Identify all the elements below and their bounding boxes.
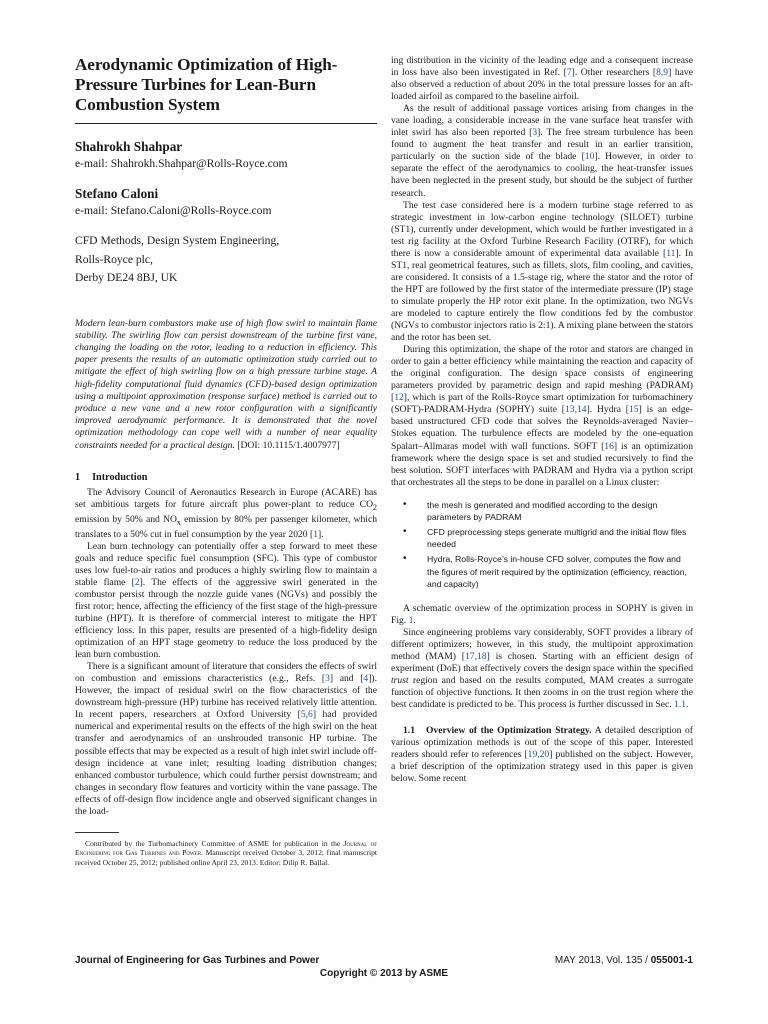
text-span: ] published on the subject. However, a brief description of the optimization strategy used in this paper is given below. Some recent bbox=[391, 749, 693, 785]
author-email-2[interactable]: e-mail: Stefano.Caloni@Rolls-Royce.com bbox=[75, 204, 272, 217]
abstract bbox=[75, 318, 377, 452]
citation-link[interactable]: 19,20 bbox=[527, 749, 550, 761]
text-span: ]. In ST1, real geometrical features, such as fillets, slots, film cooling, and cavities, are considered. It consists of a 1.5-stage rig, where the stator and the rotor of the HPT are followed by the first stator of the intermediate pressure (IP) stage to simulate properly the HP rotor exit plane. In the optimization, two NGVs are modeled to capture entirely the flow conditions fed by the combustor (NGVs to combustor injectors ratio is 2:1). A mixing plane between the stators and the rotor has been set. bbox=[391, 247, 693, 344]
text-span: Since engineering problems vary considerably, SOFT provides a library of different optimizers; however, in this study, the multipoint approximation method (MAM) [ bbox=[391, 626, 693, 663]
citation-link[interactable]: 17,18 bbox=[464, 651, 487, 663]
text-span: The Advisory Council of Aeronautics Research in Europe (ACARE) has set ambitious targets for future aircraft plus power-plant to reduce CO bbox=[75, 486, 377, 510]
text-span: As the result of additional passage vortices arising from changes in the vane loading, a considerable increase in the vane surface heat transfer with inlet swirl has also been reported [ bbox=[391, 103, 693, 139]
intro-paragraph-2 bbox=[75, 541, 377, 661]
text-span: emission by 80% per passenger kilometer, which translates to a 50% cut in fuel consumption by the year 2020 [ bbox=[75, 513, 377, 540]
subsection-title: Overview of the Optimization Strategy. bbox=[425, 725, 592, 737]
doi-link[interactable]: [DOI: 10.1115/1.4007977] bbox=[237, 439, 340, 451]
citation-link[interactable]: 5,6 bbox=[300, 709, 313, 721]
right-paragraph-2 bbox=[391, 103, 693, 199]
citation-link[interactable]: 15 bbox=[629, 404, 639, 416]
text-span: . bbox=[686, 699, 689, 711]
right-column bbox=[391, 55, 693, 786]
citation-link[interactable]: 13,14 bbox=[565, 404, 587, 416]
author-name-1: Shahrokh Shahpar bbox=[75, 139, 183, 154]
subsection-number: 1.1 bbox=[403, 725, 415, 737]
affiliation-line-3: Derby DE24 8BJ, UK bbox=[75, 271, 178, 284]
text-span: . bbox=[413, 614, 416, 626]
figure-link[interactable]: 1 bbox=[408, 614, 414, 626]
paper-title: Aerodynamic Optimization of High-Pressure Turbines for Lean-Burn Combustion System bbox=[75, 55, 338, 114]
text-span: During this optimization, the shape of the rotor and stators are changed in order to gain a better efficiency while maintaining the reaction and capacity of the original configuration. The design space consists of engineering parameters provided by parametric design and rapid meshing (PADRAM) [ bbox=[391, 344, 693, 404]
list-item: • Hydra, Rolls-Royce’s in-house CFD solver, computes the flow and the figures of merit required by the optimization (efficiency, reaction, and capacity) bbox=[427, 553, 693, 591]
intro-paragraph-3 bbox=[75, 661, 377, 818]
section-number: 1 bbox=[75, 471, 81, 483]
right-paragraph-4 bbox=[391, 344, 693, 489]
right-paragraph-5 bbox=[391, 603, 693, 627]
citation-link[interactable]: 10 bbox=[584, 151, 595, 163]
journal-name-footer: Journal of Engineering for Gas Turbines and Power bbox=[75, 955, 320, 966]
text-span: ] is chosen. Starting with an efficient design of experiment (DoE) that effectively covers the design space within the specified bbox=[391, 651, 693, 675]
text-span: . Manuscript received October 3, 2012; final manuscript received October 25, 2012; published online April 23, 2013. Editor: Dilip R. Ballal. bbox=[75, 848, 377, 867]
right-paragraph-6 bbox=[391, 627, 693, 711]
citation-link[interactable]: 11 bbox=[666, 247, 676, 259]
section-title: Introduction bbox=[92, 471, 148, 483]
section-heading-introduction bbox=[75, 472, 377, 483]
emphasis: trust bbox=[391, 675, 409, 687]
text-span: ing distribution in the vicinity of the leading edge and a consequent increase in loss have also been investigated in Ref. [ bbox=[391, 55, 693, 79]
title-divider bbox=[75, 123, 377, 124]
text-span: ] is an optimization framework where the design space is set and studied recursively to find the best solution. SOFT interfaces with PADRAM and Hydra via a python script that orchestrates all the steps to be done in parallel on a Linux cluster: bbox=[391, 440, 693, 488]
text-span: There is a significant amount of literature that considers the effects of swirl on combustion and emissions characteristics (e.g., Refs. [ bbox=[75, 661, 377, 685]
citation-link[interactable]: 7 bbox=[566, 67, 572, 79]
citation-link[interactable]: 12 bbox=[394, 392, 404, 404]
text-span: ]. Hydra [ bbox=[586, 404, 629, 416]
text-span: Contributed by the Turbomachinery Committee of ASME for publication in the bbox=[85, 838, 344, 848]
subscript: 2 bbox=[373, 502, 377, 512]
citation-link[interactable]: 4 bbox=[363, 673, 369, 685]
affiliation-line-1: CFD Methods, Design System Engineering, bbox=[75, 234, 280, 247]
article-number: 055001-1 bbox=[650, 955, 693, 966]
citation-link[interactable]: 3 bbox=[532, 127, 538, 139]
text-span: ] have also observed a reduction of about 20% in the total pressure losses for an aft-loaded airfoil as compared to the baseline airfoil. bbox=[391, 67, 693, 103]
page-footer bbox=[75, 955, 693, 985]
text-span: Lean burn technology can potentially offer a step forward to meet these goals and reduce specific fuel consumption (SFC). This type of combustor uses low fuel-to-air ratios and produces a highly swirling flow to maintain a stable flame [ bbox=[75, 540, 377, 588]
right-paragraph-3 bbox=[391, 200, 693, 345]
text-span: ] is an edge-based unstructured CFD code that solves the Reynolds-averaged Navier–Stokes equation. The turbulence effects are modeled by the one-equation Spalart–Allmaras model with wall functions. SOFT [ bbox=[391, 404, 693, 452]
affiliation-line-2: Rolls-Royce plc, bbox=[75, 252, 153, 266]
citation-link[interactable]: 8,9 bbox=[656, 67, 669, 79]
text-span: emission by 50% and NO bbox=[75, 513, 177, 525]
text-span: ] had provided numerical and experimental results on the effects of the high swirl on the heat transfer and aerodynamics of an unshrouded transonic HP turbine. The possible effects that may be expected as a result of high inlet swirl include off-design incidence at vane inlet; resulting loading distribution changes; enhanced combustor turbulence, which could further persist downstream; and changes in secondary flow features and vorticity within the vane passage. The effects of off-design flow incidence angle and observed significant changes in the load- bbox=[75, 709, 377, 817]
footnote-divider bbox=[75, 832, 119, 833]
process-step-list bbox=[391, 499, 693, 591]
issue-text: MAY 2013, Vol. 135 / bbox=[554, 955, 651, 966]
citation-link[interactable]: 2 bbox=[134, 576, 140, 588]
text-span: ]. bbox=[317, 528, 324, 540]
abstract-text: Modern lean-burn combustors make use of high flow swirl to maintain flame stability. The swirling flow can persist downstream of the turbine first vane, changing the loading on the rotor, leading to a reduction in efficiency. This paper presents the results of an automatic optimization study carried out to mitigate the effect of high swirling flow on a high pressure turbine stage. A high-fidelity computational fluid dynamics (CFD)-based design optimization using a multipoint approximation (response surface) method is carried out to produce a new vane and a new rotor configuration with a significantly improved aerodynamic performance. It is demonstrated that the novel optimization methodology can cope well with a number of near equality constraints needed for a practical design. bbox=[75, 317, 377, 451]
intro-paragraph-1 bbox=[75, 487, 377, 541]
subscript: x bbox=[176, 517, 181, 527]
citation-link[interactable]: 16 bbox=[604, 440, 614, 452]
left-column bbox=[75, 55, 377, 868]
text-span: ], which is part of the Rolls-Royce smart optimization for turbomachinery (SOFT)-PADRAM-Hydra (SOPHY) suite [ bbox=[391, 392, 693, 416]
text-span: A detailed description of various optimization methods is out of the scope of this paper. Interested readers should refer to references [ bbox=[391, 725, 693, 761]
text-span: ]. The effects of the aggressive swirl generated in the combustor persist through the nozzle guide vanes (NGVs) and possibly the first rotor; hence, affecting the efficiency of the first stage of the high-pressure turbine (HPT). It is therefore of commercial interest to mitigate the HPT efficiency loss. In this paper, results are presented of a high-fidelity design optimization of an HPT stage geometry to reduce the loss produced by the lean burn combustion. bbox=[75, 576, 377, 661]
text-span: ]). However, the impact of residual swirl on the flow characteristics of the downstream high-pressure (HP) turbine has received relatively little attention. In recent papers, researchers at Oxford University [ bbox=[75, 673, 378, 721]
citation-link[interactable]: 3 bbox=[325, 673, 330, 685]
text-span: ]. The free stream turbulence has been found to augment the heat transfer and result in an earlier transition, particularly on the suction side of the blade [ bbox=[391, 127, 693, 163]
author-name-2: Stefano Caloni bbox=[75, 186, 159, 201]
copyright: Copyright © 2013 by ASME bbox=[319, 968, 449, 979]
text-span: A schematic overview of the optimization process in SOPHY is given in Fig. bbox=[391, 602, 693, 626]
citation-link[interactable]: 1 bbox=[313, 528, 318, 540]
text-span: ]. Other researchers [ bbox=[571, 67, 657, 79]
issue-info bbox=[555, 955, 693, 966]
section-link[interactable]: 1.1 bbox=[674, 699, 687, 711]
journal-name: Journal of Engineering for Gas Turbines and Power bbox=[75, 838, 378, 858]
text-span: ] and [ bbox=[329, 673, 364, 685]
list-item: • the mesh is generated and modified according to the design parameters by PADRAM bbox=[427, 499, 693, 524]
text-span: region and based on the results computed, MAM creates a surrogate function of objective functions. It then zooms in on the trust region where the best candidate is predicted to be. This process is further discussed in Sec. bbox=[391, 675, 693, 711]
text-span: ]. However, in order to separate the effect of the aerodynamics to cooling, the heat-transfer issues have been neglected in the present study, but should be the subject of further research. bbox=[391, 151, 694, 199]
subsection-1-1 bbox=[391, 725, 693, 785]
right-paragraph-1 bbox=[391, 55, 693, 103]
text-span: The test case considered here is a modern turbine stage referred to as strategic investment in low-carbon engine technology (SILOET) turbine (ST1), currently under development, which would be further investigated in a test rig facility at the Oxford Turbine Research Facility (OTRF), for which there is now a considerable amount of experimental data available [ bbox=[391, 199, 693, 259]
footnote bbox=[75, 839, 377, 868]
author-email-1[interactable]: e-mail: Shahrokh.Shahpar@Rolls-Royce.com bbox=[75, 157, 288, 170]
list-item: • CFD preprocessing steps generate multigrid and the initial flow files needed bbox=[427, 526, 693, 551]
